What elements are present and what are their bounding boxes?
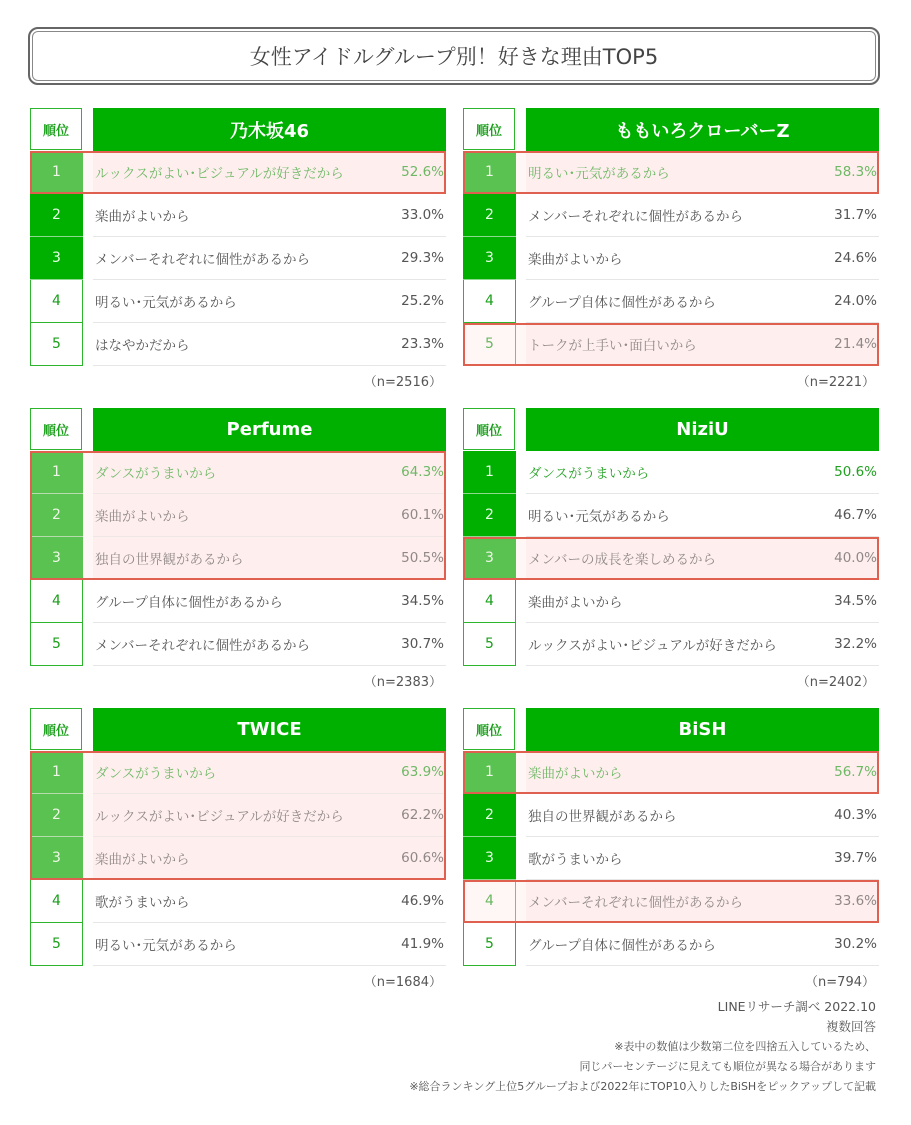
- table-row: [463, 580, 879, 623]
- rank-number: 3: [30, 237, 83, 280]
- table-row: [463, 880, 879, 923]
- reason-text: メンバーの成長を楽しめるから: [528, 552, 717, 568]
- table-row: [30, 623, 446, 666]
- reason-text: メンバーそれぞれに個性があるから: [528, 895, 744, 911]
- percentage: 40.3%: [834, 807, 877, 823]
- percentage: 60.1%: [401, 507, 444, 523]
- reason-text: グループ自体に個性があるから: [528, 295, 716, 311]
- rank-number: 1: [463, 151, 516, 194]
- rank-number: 1: [463, 451, 516, 494]
- percentage: 40.0%: [834, 550, 877, 566]
- rank-number: 2: [463, 194, 516, 237]
- table-row: [30, 794, 446, 837]
- reason-text: 歌がうまいから: [95, 895, 190, 911]
- percentage: 39.7%: [834, 850, 877, 866]
- reason-text: ダンスがうまいから: [95, 466, 217, 482]
- reason-text: 独自の世界観があるから: [95, 552, 244, 568]
- table-row: [30, 880, 446, 923]
- group-name: 乃木坂46: [93, 108, 446, 151]
- percentage: 50.5%: [401, 550, 444, 566]
- percentage: 25.2%: [401, 293, 444, 309]
- table-row: [30, 280, 446, 323]
- sample-size: （n=2402）: [796, 675, 875, 690]
- page-title: 女性アイドルグループ別！好きな理由TOP5: [28, 27, 880, 85]
- reason-text: 歌がうまいから: [528, 852, 623, 868]
- percentage: 62.2%: [401, 807, 444, 823]
- table-row: [463, 923, 879, 966]
- table-row: [463, 537, 879, 580]
- rank-number: 3: [30, 537, 83, 580]
- table-row: [30, 837, 446, 880]
- table-row: [463, 151, 879, 194]
- percentage: 46.9%: [401, 893, 444, 909]
- rank-number: 2: [30, 194, 83, 237]
- table-row: [463, 194, 879, 237]
- percentage: 24.6%: [834, 250, 877, 266]
- rank-number: 4: [463, 880, 516, 923]
- reason-text: グループ自体に個性があるから: [528, 938, 716, 954]
- reason-text: ダンスがうまいから: [528, 466, 650, 482]
- percentage: 31.7%: [834, 207, 877, 223]
- reason-text: メンバーそれぞれに個性があるから: [95, 638, 311, 654]
- percentage: 33.0%: [401, 207, 444, 223]
- sample-size: （n=1684）: [363, 975, 442, 990]
- table-row: [30, 751, 446, 794]
- ranking-panel: [463, 108, 879, 398]
- table-row: [463, 837, 879, 880]
- table-row: [463, 451, 879, 494]
- rounding-note-2: 同じパーセンテージに見えても順位が異なる場合があります: [579, 1060, 876, 1073]
- rank-number: 5: [30, 323, 83, 366]
- group-name: NiziU: [526, 408, 879, 451]
- source-note: LINEリサーチ調べ 2022.10: [717, 999, 876, 1014]
- rank-header: 順位: [30, 108, 82, 150]
- percentage: 21.4%: [834, 336, 877, 352]
- table-row: [463, 751, 879, 794]
- reason-text: 明るい･元気があるから: [528, 509, 670, 525]
- reason-text: 明るい･元気があるから: [95, 938, 237, 954]
- reason-text: 独自の世界観があるから: [528, 809, 677, 825]
- reason-text: ルックスがよい･ビジュアルが好きだから: [528, 638, 777, 654]
- percentage: 33.6%: [834, 893, 877, 909]
- ranking-panel: [463, 708, 879, 998]
- reason-text: ルックスがよい･ビジュアルが好きだから: [95, 166, 344, 182]
- footer: [409, 997, 876, 1097]
- percentage: 34.5%: [834, 593, 877, 609]
- percentage: 29.3%: [401, 250, 444, 266]
- reason-text: 楽曲がよいから: [95, 509, 190, 525]
- selection-note: ※総合ランキング上位5グループおよび2022年にTOP10入りしたBiSHをピックアップして記載: [409, 1080, 876, 1093]
- rank-number: 5: [463, 923, 516, 966]
- rank-header: 順位: [463, 408, 515, 450]
- rank-number: 2: [463, 794, 516, 837]
- table-row: [30, 537, 446, 580]
- sample-size: （n=2383）: [363, 675, 442, 690]
- percentage: 50.6%: [834, 464, 877, 480]
- rank-number: 5: [463, 323, 516, 366]
- reason-text: 明るい･元気があるから: [95, 295, 237, 311]
- rank-number: 3: [30, 837, 83, 880]
- group-name: ももいろクローバーZ: [526, 108, 879, 151]
- percentage: 52.6%: [401, 164, 444, 180]
- table-row: [463, 323, 879, 366]
- table-row: [30, 151, 446, 194]
- table-row: [463, 237, 879, 280]
- rank-number: 4: [30, 580, 83, 623]
- table-row: [463, 494, 879, 537]
- ranking-panel: [30, 108, 446, 398]
- group-name: Perfume: [93, 408, 446, 451]
- reason-text: ルックスがよい･ビジュアルが好きだから: [95, 809, 344, 825]
- reason-text: メンバーそれぞれに個性があるから: [528, 209, 744, 225]
- reason-text: 明るい･元気があるから: [528, 166, 670, 182]
- percentage: 23.3%: [401, 336, 444, 352]
- table-row: [463, 280, 879, 323]
- rank-header: 順位: [463, 108, 515, 150]
- rank-number: 4: [463, 580, 516, 623]
- percentage: 63.9%: [401, 764, 444, 780]
- percentage: 56.7%: [834, 764, 877, 780]
- rank-number: 2: [30, 494, 83, 537]
- reason-text: 楽曲がよいから: [528, 252, 623, 268]
- rank-number: 4: [463, 280, 516, 323]
- rank-number: 4: [30, 280, 83, 323]
- rank-number: 3: [463, 837, 516, 880]
- rank-number: 3: [463, 237, 516, 280]
- rank-number: 5: [30, 623, 83, 666]
- rank-number: 1: [30, 451, 83, 494]
- percentage: 30.7%: [401, 636, 444, 652]
- percentage: 41.9%: [401, 936, 444, 952]
- reason-text: トークが上手い･面白いから: [528, 338, 697, 354]
- reason-text: グループ自体に個性があるから: [95, 595, 283, 611]
- multi-answer-note: 複数回答: [825, 1019, 876, 1034]
- table-row: [463, 794, 879, 837]
- rounding-note: ※表中の数値は少数第二位を四捨五入しているため、: [614, 1040, 876, 1053]
- sample-size: （n=2221）: [796, 375, 875, 390]
- reason-text: 楽曲がよいから: [528, 595, 623, 611]
- rank-number: 1: [30, 151, 83, 194]
- ranking-panel: [30, 708, 446, 998]
- sample-size: （n=2516）: [363, 375, 442, 390]
- percentage: 46.7%: [834, 507, 877, 523]
- ranking-panel: [463, 408, 879, 698]
- percentage: 34.5%: [401, 593, 444, 609]
- table-row: [30, 323, 446, 366]
- percentage: 64.3%: [401, 464, 444, 480]
- percentage: 58.3%: [834, 164, 877, 180]
- reason-text: 楽曲がよいから: [95, 209, 190, 225]
- rank-number: 5: [463, 623, 516, 666]
- rank-number: 2: [463, 494, 516, 537]
- ranking-panel: [30, 408, 446, 698]
- table-row: [30, 194, 446, 237]
- rank-number: 5: [30, 923, 83, 966]
- reason-text: 楽曲がよいから: [95, 852, 190, 868]
- percentage: 32.2%: [834, 636, 877, 652]
- group-name: BiSH: [526, 708, 879, 751]
- reason-text: ダンスがうまいから: [95, 766, 217, 782]
- sample-size: （n=794）: [805, 975, 875, 990]
- table-row: [30, 923, 446, 966]
- rank-number: 1: [30, 751, 83, 794]
- table-row: [463, 623, 879, 666]
- reason-text: メンバーそれぞれに個性があるから: [95, 252, 311, 268]
- percentage: 30.2%: [834, 936, 877, 952]
- percentage: 24.0%: [834, 293, 877, 309]
- table-row: [30, 237, 446, 280]
- group-name: TWICE: [93, 708, 446, 751]
- table-row: [30, 494, 446, 537]
- rank-number: 2: [30, 794, 83, 837]
- rank-header: 順位: [30, 408, 82, 450]
- reason-text: はなやかだから: [95, 338, 190, 354]
- table-row: [30, 580, 446, 623]
- percentage: 60.6%: [401, 850, 444, 866]
- reason-text: 楽曲がよいから: [528, 766, 623, 782]
- rank-header: 順位: [463, 708, 515, 750]
- table-row: [30, 451, 446, 494]
- rank-number: 3: [463, 537, 516, 580]
- rank-number: 4: [30, 880, 83, 923]
- rank-header: 順位: [30, 708, 82, 750]
- rank-number: 1: [463, 751, 516, 794]
